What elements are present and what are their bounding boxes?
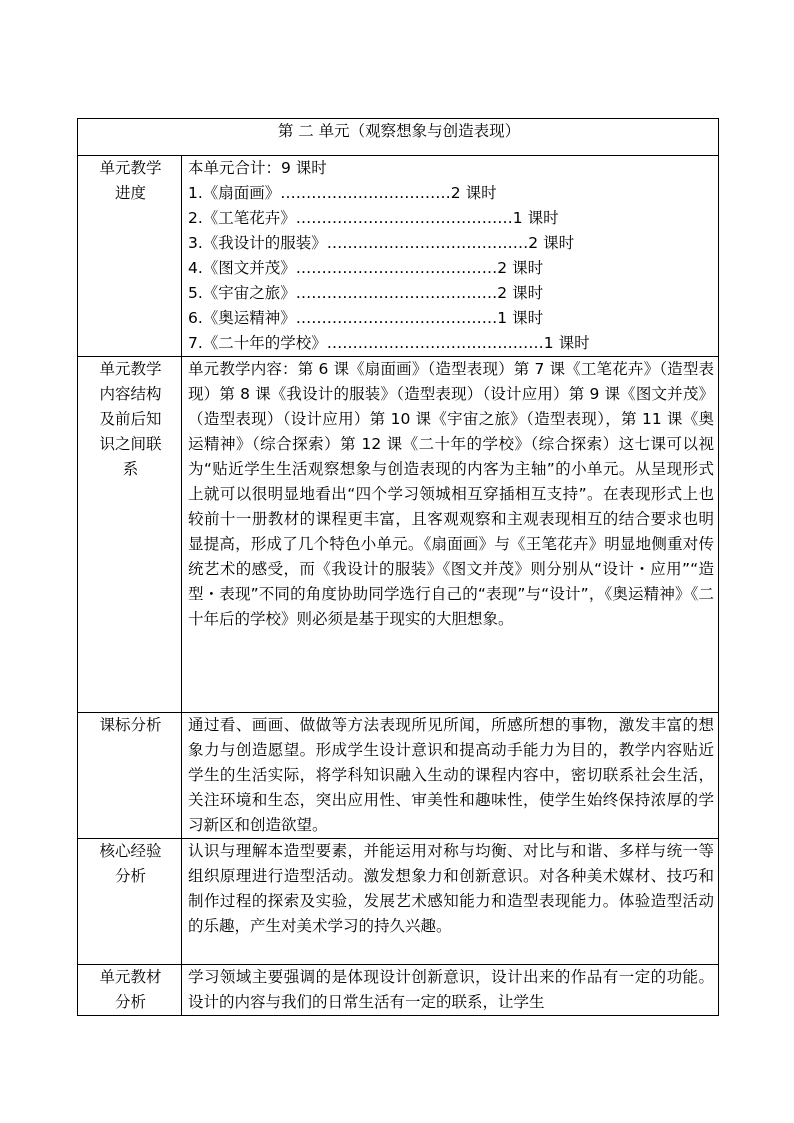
title-row (78, 119, 719, 156)
experience-label (78, 839, 182, 965)
curriculum-row (78, 713, 719, 839)
progress-line: 4.《图文并茂》…………………………………2 课时 (188, 259, 544, 277)
material-row (78, 965, 719, 1016)
progress-line: 本单元合计：9 课时 (188, 159, 327, 177)
progress-row (78, 156, 719, 357)
unit-plan-table (77, 118, 719, 1016)
structure-row (78, 357, 719, 713)
material-label-text: 单元教材 分析 (99, 968, 162, 1011)
progress-line: 6.《奥运精神》…………………………………1 课时 (188, 309, 544, 327)
progress-line: 1.《扇面画》……………………………2 课时 (188, 184, 497, 202)
progress-label (78, 156, 182, 357)
experience-content: 认识与理解本造型要素，并能运用对称与均衡、对比与和谐、多样与统一等组织原理进行造型活动。激发想象力和创新意识。对各种美术媒材、技巧和制作过程的探索及实验，发展艺术感知能力和造型表现能力。体验造型活动的乐趣，产生对美术学习的持久兴趣。 (182, 839, 719, 965)
progress-label-text: 单元教学 进度 (99, 159, 162, 202)
experience-row (78, 839, 719, 965)
material-content: 学习领域主要强调的是体现设计创新意识，设计出来的作品有一定的功能。设计的内容与我们的日常生活有一定的联系，让学生 (182, 965, 719, 1016)
curriculum-label (78, 713, 182, 839)
progress-line: 7.《二十年的学校》……………………………………1 课时 (188, 334, 590, 352)
structure-label (78, 357, 182, 713)
structure-label-text: 单元教学 内容结构 及前后知 识之间联 系 (99, 360, 162, 478)
progress-line: 3.《我设计的服装》…………………………………2 课时 (188, 234, 575, 252)
curriculum-label-text: 课标分析 (99, 716, 162, 734)
unit-title: 第 二 单元（观察想象与创造表现） (78, 119, 719, 156)
progress-line: 5.《宇宙之旅》…………………………………2 课时 (188, 284, 544, 302)
progress-content (182, 156, 719, 357)
structure-content: 单元教学内容：第 6 课《扇面画》（造型表现）第 7 课《工笔花卉》（造型表现）第 8 课《我设计的服装》（造型表现）（设计应用）第 9 课《图文并茂》（造型表现）（设计应用）第 10 课《宇宙之旅》（造型表现），第 11 课《奥运精神》（综合探索）第 12 课《二十年的学校》（综合探索）这七课可以视为“贴近学生生活观察想象与创造表现的内客为主轴”的小单元。从呈现形式上就可以很明显地看出“四个学习领城相互穿插相互支持”。在表现形式上也较前十一册教材的课程更丰富，且客观观察和主观表现相互的结合要求也明显提高，形成了几个特色小单元。《扇面画》与《王笔花卉》明显地侧重对传统艺术的感受，而《我设计的服装》《图文并茂》则分别从“设计・应用”“造型・表现”不同的角度协助同学选行自己的“表现”与“设计”，《奥运精神》《二十年后的学校》则必须是基于现实的大胆想象。 (182, 357, 719, 713)
progress-line: 2.《工笔花卉》……………………………………1 课时 (188, 209, 559, 227)
material-label (78, 965, 182, 1016)
curriculum-content: 通过看、画画、做做等方法表现所见所闻，所感所想的事物，激发丰富的想象力与创造愿望。形成学生设计意识和提高动手能力为目的，教学内容贴近学生的生活实际，将学科知识融入生动的课程内容中，密切联系社会生活，关注环境和生态，突出应用性、审美性和趣味性，使学生始终保持浓厚的学习新区和创造欲望。 (182, 713, 719, 839)
experience-label-text: 核心经验 分析 (99, 842, 162, 885)
